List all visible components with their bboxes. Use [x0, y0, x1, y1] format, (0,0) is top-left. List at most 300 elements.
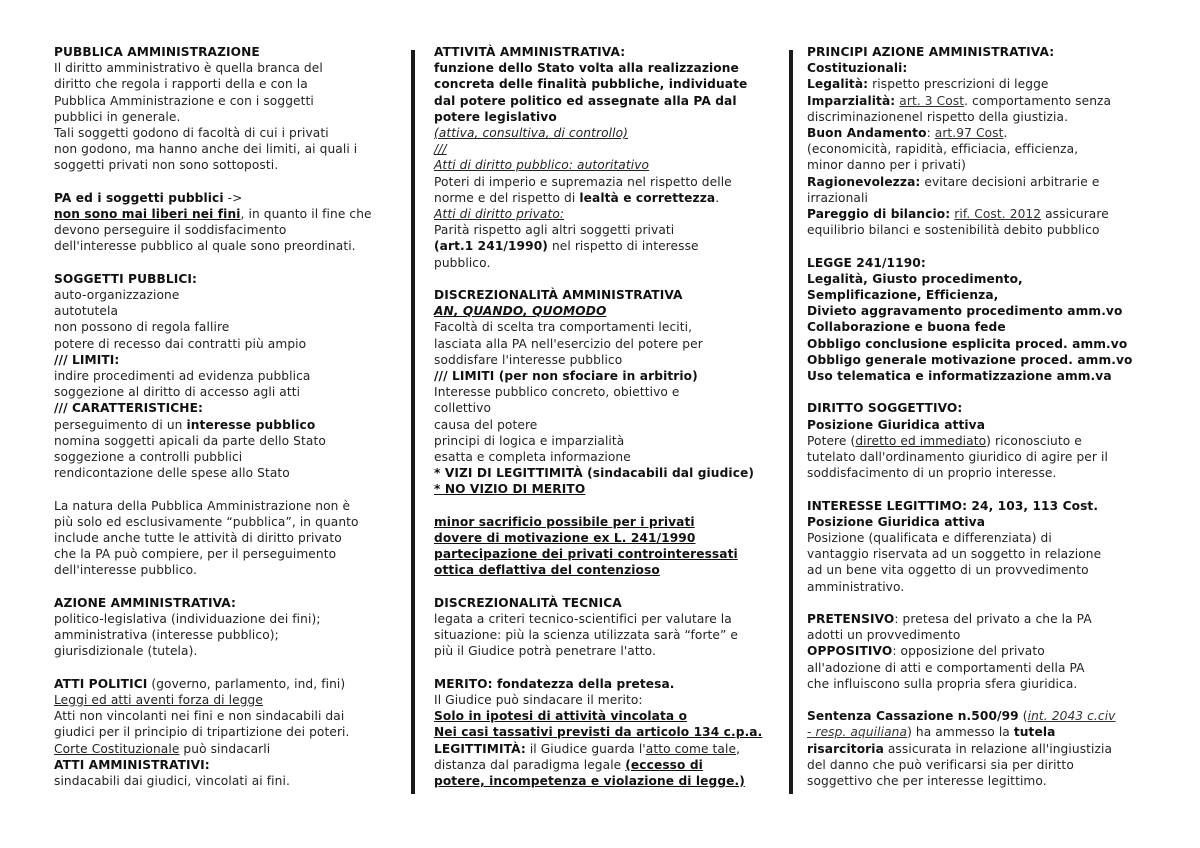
text-run: AN, QUANDO, QUOMODO — [434, 304, 607, 319]
text-run: Buon Andamento — [807, 126, 927, 141]
text-line — [54, 676, 399, 692]
text-line — [54, 498, 399, 514]
text-run: ad un bene vita oggetto di un provvedimento — [807, 563, 1089, 578]
text-run: dell'interesse pubblico al quale sono preordinati. — [54, 239, 356, 254]
text-line — [434, 109, 779, 125]
text-line — [807, 611, 1155, 627]
text-run: Ragionevolezza: — [807, 174, 921, 189]
text-line — [54, 60, 399, 76]
note-section — [54, 676, 399, 789]
text-line — [434, 60, 779, 76]
text-line — [807, 676, 1155, 692]
text-run: politico-legislativa (individuazione dei fini); — [54, 612, 321, 627]
text-line — [807, 141, 1155, 157]
text-run: ) riconosciuto e — [986, 433, 1082, 448]
text-line — [434, 352, 779, 368]
text-run: ATTI POLITICI — [54, 676, 148, 691]
text-line — [434, 611, 779, 627]
text-line — [807, 157, 1155, 173]
text-run: Posizione Giuridica attiva — [807, 417, 986, 432]
text-run: diretto ed immediato — [855, 433, 987, 448]
text-line — [434, 627, 779, 643]
text-line — [434, 724, 779, 740]
note-section — [54, 190, 399, 255]
text-run: giudici per il principio di tripartizione dei poteri. — [54, 725, 350, 740]
text-line — [434, 125, 779, 141]
text-line — [807, 643, 1155, 659]
text-line — [434, 368, 779, 384]
text-line — [434, 595, 779, 611]
text-run: concreta delle finalità pubbliche, individuate — [434, 77, 748, 92]
text-line — [807, 44, 1155, 60]
column-right — [807, 44, 1155, 804]
text-line — [434, 141, 779, 157]
text-line — [434, 708, 779, 724]
text-run: distanza dal paradigma legale — [434, 757, 626, 772]
text-line — [807, 303, 1155, 319]
text-line — [434, 93, 779, 109]
note-section — [807, 708, 1155, 789]
text-run: Leggi ed atti aventi forza di legge — [54, 693, 263, 708]
text-line — [434, 741, 779, 757]
text-run: Posizione (qualificata e differenziata) di — [807, 531, 1052, 546]
text-run: , — [736, 741, 741, 756]
text-run: Pareggio di bilancio: — [807, 207, 951, 222]
text-run: giurisdizionale (tutela). — [54, 644, 198, 659]
text-run: Nei casi tassativi previsti da articolo 134 c.p.a. — [434, 725, 763, 740]
text-run: Atti non vincolanti nei fini e non sindacabili dai — [54, 709, 345, 724]
text-run: partecipazione dei privati controinteressati — [434, 547, 738, 562]
text-run: MERITO: fondatezza della pretesa. — [434, 676, 675, 691]
text-line — [54, 692, 399, 708]
text-line — [54, 611, 399, 627]
note-section — [54, 271, 399, 482]
text-run: sindacabili dai giudici, vincolati ai fini. — [54, 774, 290, 789]
text-line — [434, 319, 779, 335]
text-line — [807, 400, 1155, 416]
text-run: vantaggio riservata ad un soggetto in relazione — [807, 547, 1102, 562]
text-run: Potere ( — [807, 433, 856, 448]
text-line — [807, 336, 1155, 352]
text-line — [807, 109, 1155, 125]
text-line — [54, 530, 399, 546]
text-line — [434, 238, 779, 254]
text-run: DIRITTO SOGGETTIVO: — [807, 401, 963, 416]
text-line — [434, 44, 779, 60]
text-run: (attiva, consultiva, di controllo) — [434, 126, 629, 141]
text-line — [54, 643, 399, 659]
text-run: funzione dello Stato volta alla realizzazione — [434, 61, 739, 76]
text-line — [54, 44, 399, 60]
text-run: Parità rispetto agli altri soggetti privati — [434, 223, 675, 238]
text-run: può sindacarli — [179, 741, 271, 756]
text-run: OPPOSITIVO — [807, 644, 893, 659]
text-line — [434, 190, 779, 206]
text-run: soggezione a controlli pubblici — [54, 450, 243, 465]
text-line — [54, 206, 399, 222]
text-run: del danno che può verificarsi sia per diritto — [807, 757, 1074, 772]
note-section — [807, 400, 1155, 481]
text-run: AZIONE AMMINISTRATIVA: — [54, 595, 237, 610]
text-run: assicurare — [1041, 207, 1109, 222]
text-run: /// — [434, 142, 447, 157]
text-run: Collaborazione e buona fede — [807, 320, 1006, 335]
text-run: : opposizione del privato — [892, 644, 1045, 659]
text-run: DISCREZIONALITÀ AMMINISTRATIVA — [434, 288, 683, 303]
text-line — [434, 400, 779, 416]
text-run: Il diritto amministrativo è quella branca del — [54, 61, 323, 76]
text-line — [807, 319, 1155, 335]
text-run: che la PA può compiere, per il perseguimento — [54, 547, 337, 562]
text-run: ATTIVITÀ AMMINISTRATIVA: — [434, 45, 626, 59]
text-run: atto come tale — [645, 741, 737, 756]
text-line — [807, 206, 1155, 222]
text-run: non godono, ma hanno anche dei limiti, ai quali i — [54, 142, 358, 157]
text-run: Legalità, Giusto procedimento, — [807, 271, 1023, 286]
text-line — [54, 757, 399, 773]
text-run: Poteri di imperio e supremazia nel rispetto delle — [434, 174, 732, 189]
text-run: adotti un provvedimento — [807, 628, 961, 643]
text-run: rendicontazione delle spese allo Stato — [54, 466, 290, 481]
text-run: Tali soggetti godono di facoltà di cui i privati — [54, 126, 329, 141]
text-run: : pretesa del privato a che la PA — [894, 612, 1092, 627]
text-run: Sentenza Cassazione n.500/99 — [807, 709, 1019, 724]
text-line — [434, 514, 779, 530]
text-line — [434, 222, 779, 238]
note-section — [434, 287, 779, 498]
note-section — [54, 44, 399, 174]
text-line — [54, 93, 399, 109]
text-run: Legalità: — [807, 77, 869, 92]
text-line — [54, 708, 399, 724]
text-line — [54, 141, 399, 157]
text-run: Atti di diritto pubblico: autoritativo — [434, 158, 650, 173]
text-line — [434, 206, 779, 222]
column-divider — [411, 50, 415, 794]
text-run: /// LIMITI: — [54, 352, 120, 367]
text-run: più il Giudice potrà penetrare l'atto. — [434, 644, 656, 659]
text-run: amministrativa (interesse pubblico); — [54, 628, 279, 643]
text-line — [54, 433, 399, 449]
text-run: include anche tutte le attività di diritto privato — [54, 531, 342, 546]
text-run: Atti di diritto privato: — [434, 207, 565, 222]
text-run: interesse pubblico — [186, 417, 316, 432]
text-run: PA ed i soggetti pubblici — [54, 190, 224, 205]
note-section — [434, 514, 779, 579]
text-run: assicurata in relazione all'ingiustizia — [883, 741, 1113, 756]
text-run: * VIZI DI LEGITTIMITÀ (sindacabili dal giudice) — [434, 466, 755, 481]
text-line — [54, 514, 399, 530]
text-run: tutela — [1013, 725, 1056, 740]
text-run: ) ha ammesso la — [907, 725, 1014, 740]
text-line — [807, 287, 1155, 303]
text-line — [434, 773, 779, 789]
note-section — [807, 611, 1155, 692]
text-line — [807, 93, 1155, 109]
text-run: dovere di motivazione ex L. 241/1990 — [434, 531, 696, 546]
text-run: Corte Costituzionale — [54, 741, 180, 756]
text-run: nel rispetto di interesse — [547, 239, 699, 254]
text-run: Facoltà di scelta tra comportamenti leciti, — [434, 320, 693, 335]
text-line — [434, 76, 779, 92]
text-line — [434, 417, 779, 433]
text-run: * NO VIZIO DI MERITO — [434, 482, 586, 497]
text-run: ( — [1018, 709, 1028, 724]
text-run: discriminazionenel rispetto della giustizia. — [807, 109, 1069, 124]
text-line — [807, 708, 1155, 724]
text-run: il Giudice guarda l' — [525, 741, 646, 756]
text-line — [54, 287, 399, 303]
text-run: . — [715, 190, 720, 205]
text-line — [54, 76, 399, 92]
text-run: (art.1 241/1990) — [434, 239, 548, 254]
text-run: minor danno per i privati) — [807, 158, 967, 173]
text-line — [807, 627, 1155, 643]
text-line — [54, 595, 399, 611]
text-run: pubblici in generale. — [54, 109, 181, 124]
text-line — [54, 449, 399, 465]
note-section — [434, 595, 779, 660]
text-run: : — [926, 126, 935, 141]
text-line — [807, 498, 1155, 514]
text-run: minor sacrificio possibile per i privati — [434, 514, 695, 529]
reference-link[interactable]: art.97 Cost — [934, 126, 1004, 141]
text-line — [434, 287, 779, 303]
text-run: lealtà e correttezza — [579, 190, 716, 205]
text-run: soggetti privati non sono sottoposti. — [54, 158, 279, 173]
text-run: esatta e completa informazione — [434, 450, 631, 465]
text-run: Obbligo conclusione esplicita proced. amm.vo — [807, 336, 1128, 351]
column-center — [434, 44, 779, 804]
text-run: collettivo — [434, 401, 492, 416]
reference-link[interactable]: - resp. aquiliana — [807, 725, 908, 740]
note-section — [807, 255, 1155, 385]
text-run: /// CARATTERISTICHE: — [54, 401, 203, 416]
text-line — [807, 514, 1155, 530]
text-run: potere, incompetenza e violazione di legge.) — [434, 774, 745, 789]
text-line — [54, 627, 399, 643]
text-run: INTERESSE LEGITTIMO: 24, 103, 113 Cost. — [807, 498, 1099, 513]
note-section — [54, 498, 399, 579]
text-run: . — [1003, 126, 1008, 141]
text-run: lasciata alla PA nell'esercizio del potere per — [434, 336, 703, 351]
note-section — [434, 676, 779, 789]
text-line — [434, 692, 779, 708]
text-run: PRINCIPI AZIONE AMMINISTRATIVA: — [807, 45, 1055, 59]
text-line — [807, 255, 1155, 271]
text-line — [54, 465, 399, 481]
text-run: risarcitoria — [807, 741, 884, 756]
text-run: soddisfare l'interesse pubblico — [434, 352, 623, 367]
text-line — [807, 60, 1155, 76]
text-line — [54, 238, 399, 254]
text-line — [54, 417, 399, 433]
text-line — [54, 368, 399, 384]
text-line — [807, 222, 1155, 238]
text-run: . comportamento senza — [964, 93, 1112, 108]
text-run: nomina soggetti apicali da parte dello Stato — [54, 433, 326, 448]
text-run: La natura della Pubblica Amministrazione non è — [54, 498, 351, 513]
text-line — [54, 109, 399, 125]
text-line — [807, 368, 1155, 384]
text-line — [807, 125, 1155, 141]
column-left — [54, 44, 399, 804]
text-run: soddisfacimento di un proprio interesse. — [807, 466, 1057, 481]
text-run: norme e del rispetto di — [434, 190, 580, 205]
text-run: PUBBLICA AMMINISTRAZIONE — [54, 45, 260, 59]
text-run: Semplificazione, Efficienza, — [807, 288, 999, 303]
text-line — [434, 643, 779, 659]
text-run: rispetto prescrizioni di legge — [868, 77, 1049, 92]
text-line — [807, 562, 1155, 578]
text-run: Divieto aggravamento procedimento amm.vo — [807, 304, 1123, 319]
text-run: che influiscono sulla propria sfera giuridica. — [807, 676, 1078, 691]
text-line — [807, 660, 1155, 676]
text-line — [54, 336, 399, 352]
text-run: Solo in ipotesi di attività vincolata o — [434, 709, 688, 724]
text-run: non possono di regola fallire — [54, 320, 230, 335]
text-line — [54, 125, 399, 141]
text-run: più solo ed esclusivamente “pubblica”, in quanto — [54, 514, 359, 529]
text-run: devono perseguire il soddisfacimento — [54, 223, 287, 238]
text-run: auto-organizzazione — [54, 288, 180, 303]
text-line — [54, 271, 399, 287]
text-line — [54, 400, 399, 416]
text-line — [54, 352, 399, 368]
text-line — [434, 384, 779, 400]
text-line — [434, 303, 779, 319]
text-run: SOGGETTI PUBBLICI: — [54, 271, 198, 286]
text-line — [434, 465, 779, 481]
note-section — [807, 44, 1155, 238]
text-line — [54, 724, 399, 740]
text-line — [807, 724, 1155, 740]
text-line — [54, 222, 399, 238]
text-line — [807, 773, 1155, 789]
note-section — [807, 498, 1155, 595]
text-line — [54, 303, 399, 319]
text-run: Imparzialità: — [807, 93, 896, 108]
text-line — [807, 757, 1155, 773]
text-run: autotutela — [54, 304, 119, 319]
text-line — [434, 449, 779, 465]
text-line — [807, 546, 1155, 562]
text-run: -> — [223, 190, 243, 205]
text-run: Costituzionali: — [807, 61, 908, 76]
text-line — [807, 271, 1155, 287]
text-run: Interesse pubblico concreto, obiettivo e — [434, 385, 680, 400]
text-line — [434, 255, 779, 271]
text-line — [434, 757, 779, 773]
text-run: pubblico. — [434, 255, 491, 270]
text-line — [434, 174, 779, 190]
text-run: irrazionali — [807, 190, 868, 205]
text-line — [807, 465, 1155, 481]
text-run: equilibrio bilanci e sostenibilità debito pubblico — [807, 223, 1100, 238]
text-run: legata a criteri tecnico-scientifici per valutare la — [434, 612, 732, 627]
text-run: (governo, parlamento, ind, fini) — [147, 676, 346, 691]
text-run: (eccesso di — [625, 757, 703, 772]
text-line — [54, 157, 399, 173]
text-run: dell'interesse pubblico. — [54, 563, 197, 578]
text-run: situazione: più la scienza utilizzata sarà “forte” e — [434, 628, 739, 643]
text-run: causa del potere — [434, 417, 538, 432]
text-run: /// LIMITI (per non sfociare in arbitrio) — [434, 369, 698, 384]
text-line — [807, 530, 1155, 546]
text-line — [434, 336, 779, 352]
text-line — [807, 417, 1155, 433]
text-line — [54, 546, 399, 562]
text-line — [434, 157, 779, 173]
text-run: dal potere politico ed assegnate alla PA dal — [434, 93, 737, 108]
text-run: Pubblica Amministrazione e con i soggetti — [54, 93, 314, 108]
text-run: DISCREZIONALITÀ TECNICA — [434, 595, 622, 610]
text-line — [807, 190, 1155, 206]
reference-link[interactable]: rif. Cost. 2012 — [954, 207, 1042, 222]
reference-link[interactable]: int. 2043 c.civ — [1027, 709, 1116, 724]
column-divider — [789, 50, 793, 794]
text-run: LEGGE 241/1190: — [807, 255, 926, 270]
text-line — [434, 676, 779, 692]
text-line — [54, 319, 399, 335]
text-line — [434, 546, 779, 562]
text-run: soggettivo che per interesse legittimo. — [807, 774, 1047, 789]
text-run: non sono mai liberi nei fini — [54, 207, 241, 222]
text-line — [54, 741, 399, 757]
text-run: indire procedimenti ad evidenza pubblica — [54, 369, 311, 384]
text-run: diritto che regola i rapporti della e con la — [54, 77, 308, 92]
note-section — [54, 595, 399, 660]
reference-link[interactable]: art. 3 Cost — [899, 93, 965, 108]
text-line — [54, 384, 399, 400]
text-run: ottica deflattiva del contenzioso — [434, 563, 660, 578]
text-line — [434, 433, 779, 449]
text-run: (economicità, rapidità, efficiacia, efficienza, — [807, 142, 1079, 157]
text-line — [807, 579, 1155, 595]
text-line — [807, 741, 1155, 757]
text-run: all'adozione di atti e comportamenti della PA — [807, 660, 1085, 675]
text-line — [807, 433, 1155, 449]
note-section — [434, 44, 779, 271]
text-run: Il Giudice può sindacare il merito: — [434, 693, 643, 708]
text-line — [54, 773, 399, 789]
text-run: Uso telematica e informatizzazione amm.va — [807, 369, 1112, 384]
text-line — [434, 530, 779, 546]
text-line — [434, 562, 779, 578]
text-run: soggezione al diritto di accesso agli atti — [54, 385, 301, 400]
text-line — [807, 352, 1155, 368]
text-run: Posizione Giuridica attiva — [807, 514, 986, 529]
text-line — [54, 562, 399, 578]
text-line — [807, 174, 1155, 190]
text-run: ATTI AMMINISTRATIVI: — [54, 757, 210, 772]
text-run: tutelato dall'ordinamento giuridico di agire per il — [807, 450, 1108, 465]
text-line — [807, 76, 1155, 92]
text-run: PRETENSIVO — [807, 612, 895, 627]
text-run: amministrativo. — [807, 579, 905, 594]
text-line — [54, 190, 399, 206]
text-run: potere legislativo — [434, 109, 557, 124]
text-run: potere di recesso dai contratti più ampio — [54, 336, 307, 351]
text-run: evitare decisioni arbitrarie e — [920, 174, 1100, 189]
text-run: Obbligo generale motivazione proced. amm.vo — [807, 352, 1133, 367]
text-line — [807, 449, 1155, 465]
text-run: principi di logica e imparzialità — [434, 433, 625, 448]
text-run: , in quanto il fine che — [240, 207, 372, 222]
text-line — [434, 481, 779, 497]
text-run: LEGITTIMITÀ: — [434, 741, 526, 756]
text-run: perseguimento di un — [54, 417, 187, 432]
